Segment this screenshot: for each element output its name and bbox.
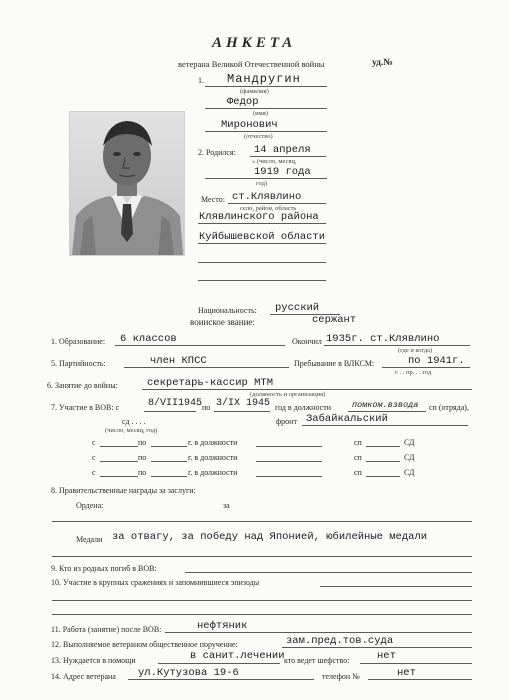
education-finished-line: [324, 345, 470, 346]
service-to: 3/IX 1945: [216, 398, 271, 409]
patronymic-value: Миронович: [221, 119, 278, 131]
patron-line: [360, 663, 472, 664]
orders-za: за: [223, 501, 230, 510]
medals-value: за отвагу, за победу над Японией, юбилейные медали: [112, 531, 428, 543]
nationality-value: русский: [275, 302, 320, 314]
komsomol-line: [382, 367, 470, 368]
address-value: ул.Кутузова 19-6: [138, 667, 239, 679]
birth-year: 1919 года: [254, 166, 311, 178]
party-value: член КПСС: [150, 355, 207, 367]
prewar-label: 6. Занятие до войны:: [47, 381, 118, 390]
nationality-label: Национальность:: [198, 306, 257, 315]
needs-value: в санит.лечении: [190, 650, 285, 662]
service-to-line: [214, 411, 270, 412]
birth-day-line: [250, 156, 326, 157]
surname-caption: (фамилия): [240, 88, 269, 95]
birthplace-blank-line-2: [198, 280, 326, 281]
postwar-line: [165, 632, 472, 633]
battles-line-2: [52, 600, 472, 601]
education-line: [115, 345, 285, 346]
birth-label: 2. Родился:: [198, 148, 236, 157]
prewar-line: [142, 389, 472, 390]
birth-year-line: [205, 178, 327, 179]
surname-value: Мандругин: [227, 72, 301, 86]
prewar-caption: (должность и организация): [250, 391, 326, 398]
given-name-line: [205, 108, 327, 109]
medals-line: [52, 556, 472, 557]
battles-line-1: [320, 586, 472, 587]
rank-value: сержант: [312, 314, 357, 326]
birthplace-line1: ст.Клявлино: [232, 191, 302, 203]
document-subtitle: ветерана Великой Отечественной войны: [178, 59, 325, 69]
service-unit-label: сп (отряда),: [429, 403, 469, 412]
battles-label: 10. Участие в крупных сражениях и запомнившиеся эпизоды: [51, 578, 260, 587]
phone-label: телефон №: [322, 672, 360, 681]
education-value: 6 классов: [120, 333, 177, 345]
service-label: 7. Участие в ВОВ: с: [51, 403, 120, 412]
veteran-photo: [69, 111, 185, 256]
service-front-label: фронт: [276, 417, 297, 426]
birthplace-line3: Куйбышевской области: [199, 231, 326, 243]
service-front-line: [302, 425, 468, 426]
rank-label: воинское звание:: [190, 317, 255, 327]
komsomol-value: по 1941г.: [408, 355, 465, 367]
document-title: АНКЕТА: [212, 35, 297, 51]
education-caption: (где и когда): [398, 347, 433, 354]
postwar-value: нефтяник: [197, 620, 248, 632]
address-label: 14. Адрес ветерана: [51, 672, 116, 681]
patron-value: нет: [377, 650, 396, 662]
phone-value: нет: [397, 667, 416, 679]
birthplace-caption: село, район, область: [240, 205, 297, 212]
service-date-caption: (число, месяц, год): [105, 427, 158, 434]
given-name-caption: (имя): [253, 110, 268, 117]
address-line: [128, 679, 314, 680]
service-position-label: год в должности: [275, 403, 331, 412]
birthplace-line3-underline: [198, 243, 326, 244]
party-label: 5. Партийность:: [51, 359, 106, 368]
komsomol-label: Пребывание в ВЛКСМ:: [294, 359, 375, 368]
prewar-value: секретарь-кассир МТМ: [147, 377, 274, 389]
surname-number: 1.: [198, 76, 204, 85]
needs-label: 13. Нуждается в помощи: [51, 656, 136, 665]
given-name-value: Федор: [227, 96, 259, 108]
service-division: сд . . . .: [122, 417, 146, 426]
patronymic-caption: (отчество): [244, 133, 273, 140]
birthplace-line2: Клявлинского района: [199, 211, 319, 223]
social-label: 12. Выполняемое ветераном общественное поручение:: [51, 640, 238, 649]
social-value: зам.пред.тов.суда: [286, 635, 394, 647]
birthplace-label: Место:: [201, 195, 225, 204]
postwar-label: 11. Работа (занятие) после ВОВ:: [51, 625, 162, 634]
service-position-line: [348, 411, 426, 412]
service-to-label: по: [202, 403, 211, 412]
birthplace-line1-underline: [228, 203, 326, 204]
awards-label: 8. Правительственные награды за заслуги:: [51, 486, 196, 495]
service-from-line: [144, 411, 196, 412]
medals-label: Медали: [76, 535, 103, 544]
relatives-label: 9. Кто из родных погиб в ВОВ:: [51, 564, 157, 573]
komsomol-caption: с . . пр. . . год: [395, 369, 432, 376]
relatives-line: [185, 572, 472, 573]
portrait-image: [70, 112, 184, 255]
questionnaire-page: АНКЕТА ветерана Великой Отечественной войны уд.№ 1. Мандругин (фамилия) Федор (имя) Миронович (отчество) 2. Родился: 14 апреля « (число, месяц, 1919 года год) Место: ст.Клявлино село, район, область Клявлинского района Куйбышевской области Национальность: русский воинское звание: сержант 1. Образование: 6 классов Окончил 1935г. ст.Клявлино (где и когда) 5. Партийность: член КПСС Пребывание в ВЛКСМ: по 1941г. с . . пр. . . год 6. Занятие до войны: секретарь-кассир МТМ (должность и организация) 7. Участие в ВОВ: с 8/VII1945 по 3/IX 1945 год в должности помком.взвода сп (отряда), сд . . . . (число, месяц, год) фронт Забайкальский с по г. в должности сп СД с по г. в должности сп СД с по г. в должности сп СД 8. Правительственные награды за заслуги: Ордена: за Медали за отвагу, за победу над Японией, юбилейные медали 9. Кто из родных погиб в ВОВ: 10. Участие в крупных сражениях и запомнившиеся эпизоды 11. Работа (занятие) после ВОВ: нефтяник 12. Выполняемое ветераном общественное поручение: зам.пред.тов.суда 13. Нуждается в помощи в санит.лечении кто ведет шефство: нет 14. Адрес ветерана ул.Кутузова 19-6 телефон № нет: [0, 0, 509, 700]
birth-day-month: 14 апреля: [254, 144, 311, 156]
orders-label: Ордена:: [76, 501, 104, 510]
birthplace-blank-line-1: [198, 262, 326, 263]
patronymic-line: [205, 131, 327, 132]
education-label: 1. Образование:: [51, 337, 106, 346]
birth-year-caption: год): [256, 180, 268, 187]
phone-line: [368, 679, 472, 680]
education-finished-label: Окончил: [292, 337, 322, 346]
patron-label: кто ведет шефство:: [284, 656, 350, 665]
service-front: Забайкальский: [306, 413, 388, 425]
battles-line-3: [52, 614, 472, 615]
orders-line: [52, 521, 472, 522]
education-finished-value: 1935г. ст.Клявлино: [326, 333, 440, 345]
birth-caption: « (число, месяц,: [252, 158, 297, 165]
service-position: помком.взвода: [352, 400, 419, 410]
party-line: [124, 367, 289, 368]
birthplace-line2-underline: [198, 223, 326, 224]
social-line: [282, 647, 472, 648]
certificate-number-label: уд.№: [372, 58, 393, 68]
surname-line: [205, 86, 327, 87]
needs-line: [158, 663, 280, 664]
service-from: 8/VII1945: [148, 398, 203, 409]
